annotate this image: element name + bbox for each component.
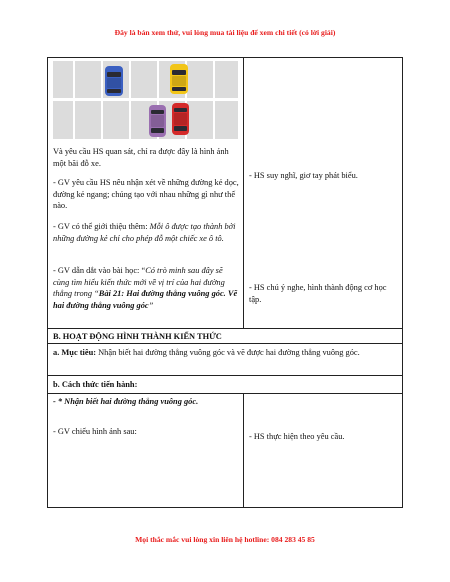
teacher-show-image-text: - GV chiếu hình ảnh sau: <box>53 427 137 436</box>
section-b-goal: a. Mục tiêu: Nhận biết hai đường thẳng vuông góc và vẽ được hai đường thẳng vuông góc. <box>48 344 402 376</box>
teacher-activity-cell <box>48 58 244 328</box>
teacher-activity-cell <box>48 394 244 507</box>
observe-parking-text: Và yêu cầu HS quan sát, chỉ ra được đây là hình ảnh một bãi đỗ xe. <box>53 147 229 168</box>
student-attention-text: - HS chú ý nghe, hình thành động cơ học tập. <box>249 283 387 304</box>
student-activity-cell <box>244 394 402 507</box>
lesson-table <box>47 57 403 508</box>
lesson-lead-in-text: - GV dẫn dắt vào bài học: “Có trò minh sau đây sẽ cùng tìm hiểu kiến thức mới về vị trí của hai đường thẳng trong “Bài 21: Hai đường thẳng vuông góc. Vẽ hai đường thẳng vuông góc” <box>53 266 238 310</box>
student-follow-text: - HS thực hiện theo yêu cầu. <box>249 432 345 441</box>
parking-lot-image <box>53 61 238 139</box>
teacher-intro-text: - GV có thể giới thiệu thêm: Mỗi ô được tạo thành bởi những đường kẻ chỉ cho phép đỗ một chiếc xe ô tô. <box>53 222 236 243</box>
blue-car <box>105 66 123 96</box>
recognize-perpendicular-heading: - * Nhận biết hai đường thẳng vuông góc. <box>53 397 199 406</box>
student-activity-cell <box>244 58 402 328</box>
lines-observation-text: - GV yêu cầu HS nêu nhận xét về những đường kẻ dọc, đường kẻ ngang; chúng tạo với nhau những gì như thế nào. <box>53 178 239 211</box>
purple-car <box>149 105 166 137</box>
preview-banner: Đây là bản xem thử, vui lòng mua tài liệu để xem chi tiết (có lời giải) <box>114 28 336 37</box>
section-b-method: b. Cách thức tiến hành: <box>48 376 402 394</box>
table-row <box>48 394 402 507</box>
student-response-text: - HS suy nghĩ, giơ tay phát biểu. <box>249 171 358 180</box>
yellow-car <box>170 64 188 94</box>
red-car <box>172 103 189 135</box>
hotline-banner: Mọi thắc mắc vui lòng xin liên hệ hotline: 084 283 45 85 <box>135 535 315 544</box>
section-b-title: B. HOẠT ĐỘNG HÌNH THÀNH KIẾN THỨC <box>48 329 402 344</box>
table-row <box>48 58 402 329</box>
